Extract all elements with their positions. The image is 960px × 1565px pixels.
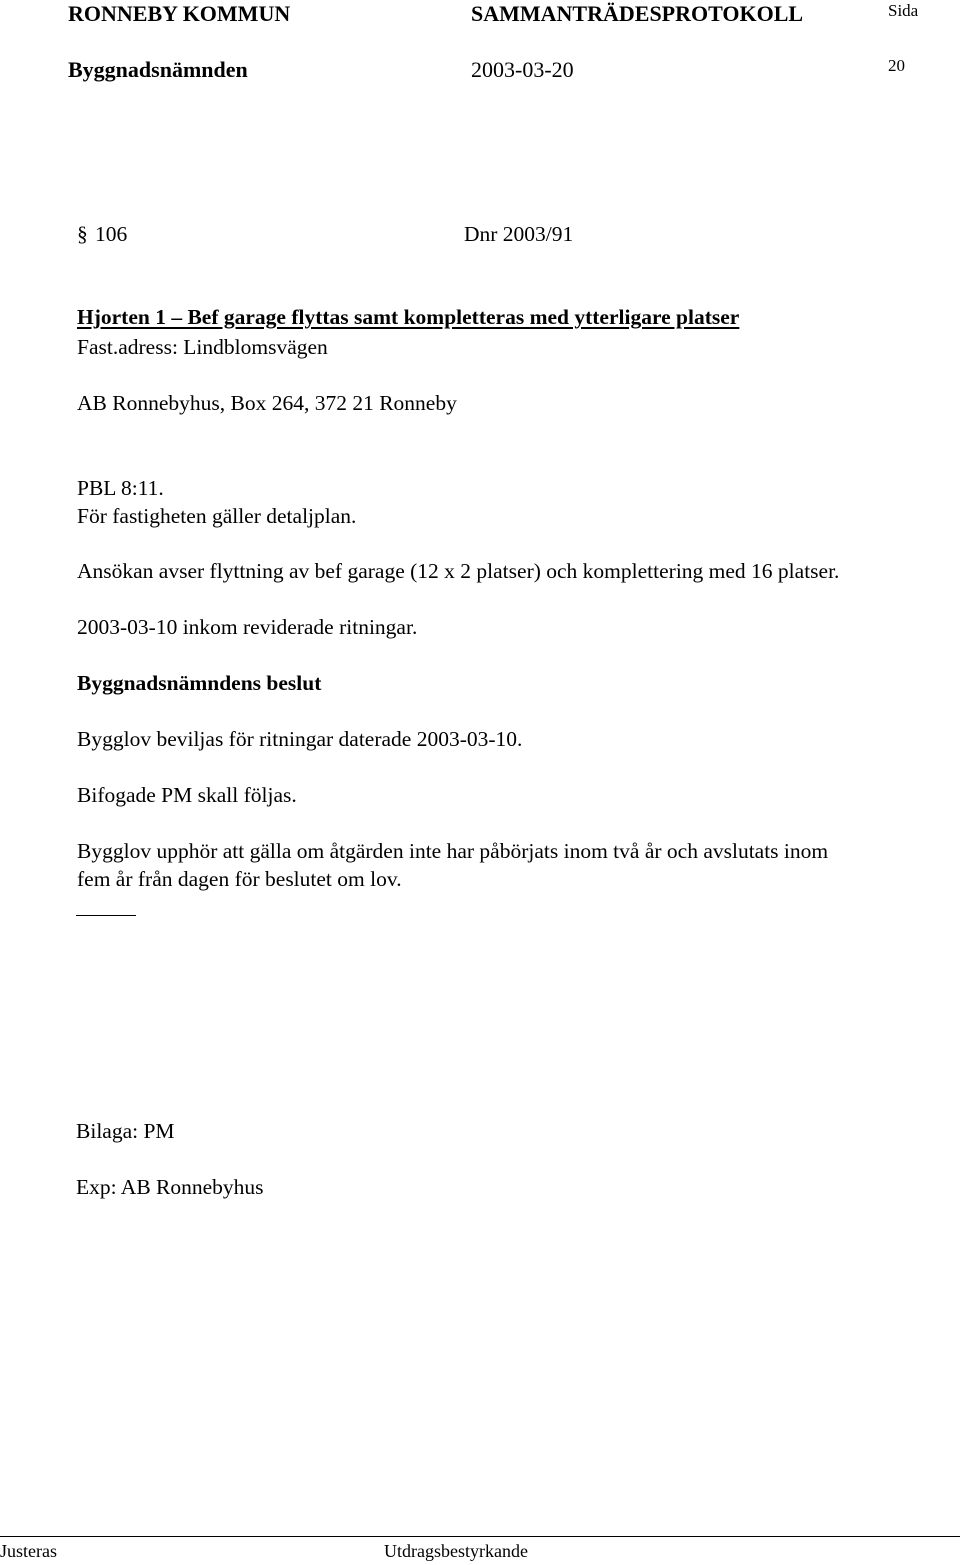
page-number: 20 — [888, 56, 905, 75]
footer-utdragsbestyrkande: Utdragsbestyrkande — [384, 1541, 528, 1561]
applicant: AB Ronnebyhus, Box 264, 372 21 Ronneby — [77, 391, 457, 415]
decision-heading: Byggnadsnämndens beslut — [77, 671, 322, 695]
item-title: Hjorten 1 – Bef garage flyttas samt kompletteras med ytterligare platser — [77, 305, 740, 329]
page-label: Sida — [888, 1, 919, 20]
meeting-date: 2003-03-20 — [471, 57, 574, 82]
municipality-name: RONNEBY KOMMUN — [68, 1, 291, 26]
committee-name: Byggnadsnämnden — [68, 57, 248, 82]
received-note: 2003-03-10 inkom reviderade ritningar. — [77, 615, 418, 639]
application-description: Ansökan avser flyttning av bef garage (12 x 2 platser) och komplettering med 16 platser. — [77, 559, 840, 583]
decision-line-3a: Bygglov upphör att gälla om åtgärden inte har påbörjats inom två år och avslutats inom — [77, 839, 829, 863]
law-reference: PBL 8:11. — [77, 476, 164, 500]
section-symbol: § — [77, 222, 88, 246]
footer-rule — [0, 1536, 960, 1537]
decision-line-2: Bifogade PM skall följas. — [77, 783, 297, 807]
diary-number: Dnr 2003/91 — [464, 222, 574, 246]
decision-line-3b: fem år från dagen för beslutet om lov. — [77, 867, 402, 891]
protocol-type: SAMMANTRÄDESPROTOKOLL — [471, 1, 804, 26]
plan-note: För fastigheten gäller detaljplan. — [77, 504, 357, 528]
attachment-label: Bilaga: PM — [76, 1119, 175, 1143]
decision-line-1: Bygglov beviljas för ritningar daterade 2003-03-10. — [77, 727, 523, 751]
property-address: Fast.adress: Lindblomsvägen — [77, 335, 328, 359]
dispatch-label: Exp: AB Ronnebyhus — [76, 1175, 264, 1199]
section-end-rule — [76, 915, 136, 916]
footer-justeras: Justeras — [0, 1541, 57, 1561]
paragraph-number: 106 — [95, 222, 128, 246]
